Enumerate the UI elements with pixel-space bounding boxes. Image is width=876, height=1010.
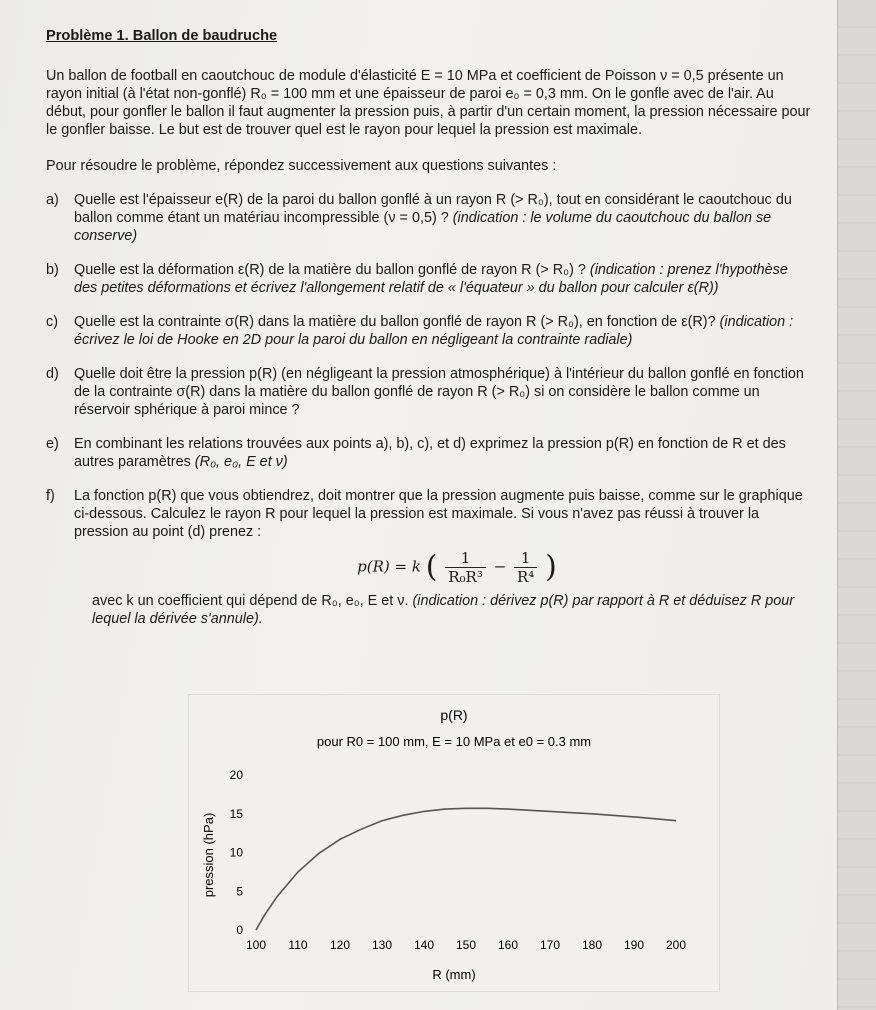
x-tick-label: 120 bbox=[329, 938, 351, 952]
question-text: Quelle doit être la pression p(R) (en négligeant la pression atmosphérique) à l'intérieur du ballon gonflé en fonction de la contrainte σ(R) dans la matière du ballon gonflé de rayon R (> R₀) si on considère le ballon comme un réservoir sphérique à paroi mince ? bbox=[74, 366, 804, 418]
x-tick-label: 180 bbox=[581, 938, 603, 952]
question-e bbox=[46, 435, 812, 471]
formula-denominator: R⁴ bbox=[517, 568, 535, 586]
formula-numerator: 1 bbox=[514, 549, 537, 568]
formula-paren-open: ( bbox=[425, 549, 438, 585]
question-label: a) bbox=[46, 192, 59, 208]
page-edge bbox=[837, 0, 876, 1010]
after-text: avec k un coefficient qui dépend de R₀, e₀, E et ν. bbox=[92, 593, 409, 609]
x-axis-label: R (mm) bbox=[432, 967, 476, 982]
problem-title: Problème 1. Ballon de baudruche bbox=[46, 28, 278, 44]
y-axis-label: pression (hPa) bbox=[201, 812, 216, 898]
x-tick-label: 200 bbox=[665, 938, 687, 952]
formula-explanation bbox=[92, 592, 812, 628]
tick-labels bbox=[230, 768, 687, 952]
chart-title: p(R) bbox=[440, 707, 468, 723]
x-tick-label: 130 bbox=[371, 938, 393, 952]
x-tick-label: 190 bbox=[623, 938, 645, 952]
pressure-formula bbox=[102, 549, 812, 586]
question-d bbox=[46, 365, 812, 419]
question-text: En combinant les relations trouvées aux points a), b), c), et d) exprimez la pression p(R) en fonction de R et des autres paramètres bbox=[74, 436, 786, 470]
question-label: c) bbox=[46, 314, 58, 330]
series-line bbox=[256, 808, 676, 930]
question-label: d) bbox=[46, 366, 59, 382]
formula-paren-close: ) bbox=[545, 549, 557, 585]
question-hint: (indication : prenez l'hypothèse des petites déformations et écrivez l'allongement relatif de « l'équateur » du ballon pour calculer ε(R)) bbox=[74, 262, 788, 296]
intro-paragraph: Un ballon de football en caoutchouc de module d'élasticité E = 10 MPa et coefficient de Poisson ν = 0,5 présente un rayon initial (à l'état non-gonflé) R₀ = 100 mm et une épaisseur de paroi e₀ = 0,3 mm. On le gonfle avec de l'air. Au début, pour gonfler le ballon il faut augmenter la pression puis, à partir d'un certain moment, la pression nécessaire pour le gonfler baisse. Le but est de trouver quel est le rayon pour lequel la pression est maximale. bbox=[46, 68, 811, 138]
x-tick-label: 160 bbox=[497, 938, 519, 952]
question-hint: (R₀, e₀, E et ν) bbox=[194, 454, 288, 470]
formula-minus: − bbox=[493, 557, 507, 576]
after-hint: (indication : dérivez p(R) par rapport à R et déduisez R pour lequel la dérivée s'annule). bbox=[92, 593, 795, 627]
question-a bbox=[46, 191, 812, 245]
pressure-chart bbox=[188, 694, 720, 992]
question-label: e) bbox=[46, 436, 59, 452]
x-tick-label: 110 bbox=[288, 938, 308, 952]
formula-numerator: 1 bbox=[445, 549, 486, 568]
question-label: b) bbox=[46, 262, 59, 278]
formula-fraction-2 bbox=[514, 549, 537, 586]
question-hint: (indication : le volume du caoutchouc du ballon se conserve) bbox=[74, 210, 772, 244]
formula-denominator: R₀R³ bbox=[448, 568, 483, 586]
x-tick-label: 100 bbox=[245, 938, 267, 952]
x-tick-label: 150 bbox=[455, 938, 477, 952]
question-text: Quelle est la contrainte σ(R) dans la matière du ballon gonflé de rayon R (> R₀), en fonction de ε(R)? bbox=[74, 314, 716, 330]
question-text: Quelle est l'épaisseur e(R) de la paroi du ballon gonflé à un rayon R (> R₀), tout en considérant le caoutchouc du ballon comme étant un matériau incompressible (ν = 0,5) ? bbox=[74, 192, 792, 226]
y-tick-label: 10 bbox=[229, 845, 243, 860]
question-text: La fonction p(R) que vous obtiendrez, doit montrer que la pression augmente puis baisse, comme sur le graphique ci-dessous. Calculez le rayon R pour lequel la pression est maximale. Si vous n'avez pas réussi à trouver la pression au point (d) prenez : bbox=[74, 488, 803, 540]
y-tick-label: 15 bbox=[229, 806, 243, 821]
question-f bbox=[46, 487, 812, 541]
chart-subtitle: pour R0 = 100 mm, E = 10 MPa et e0 = 0.3 mm bbox=[316, 734, 592, 749]
y-tick-label: 5 bbox=[236, 884, 243, 899]
question-label: f) bbox=[46, 488, 55, 504]
chart-svg bbox=[189, 695, 719, 991]
lead-paragraph: Pour résoudre le problème, répondez successivement aux questions suivantes : bbox=[46, 158, 557, 174]
problem-page bbox=[22, 22, 812, 628]
x-tick-label: 140 bbox=[413, 938, 435, 952]
question-hint: (indication : écrivez le loi de Hooke en 2D pour la paroi du ballon en négligeant la contrainte radiale) bbox=[74, 314, 794, 348]
y-tick-label: 20 bbox=[229, 768, 243, 782]
question-text: Quelle est la déformation ε(R) de la matière du ballon gonflé de rayon R (> R₀) ? bbox=[74, 262, 586, 278]
formula-lhs: p(R) = k bbox=[357, 557, 421, 576]
x-tick-label: 170 bbox=[539, 938, 561, 952]
formula-fraction-1 bbox=[445, 549, 486, 586]
question-c bbox=[46, 313, 812, 349]
y-tick-label: 0 bbox=[236, 923, 243, 937]
question-b bbox=[46, 261, 812, 297]
